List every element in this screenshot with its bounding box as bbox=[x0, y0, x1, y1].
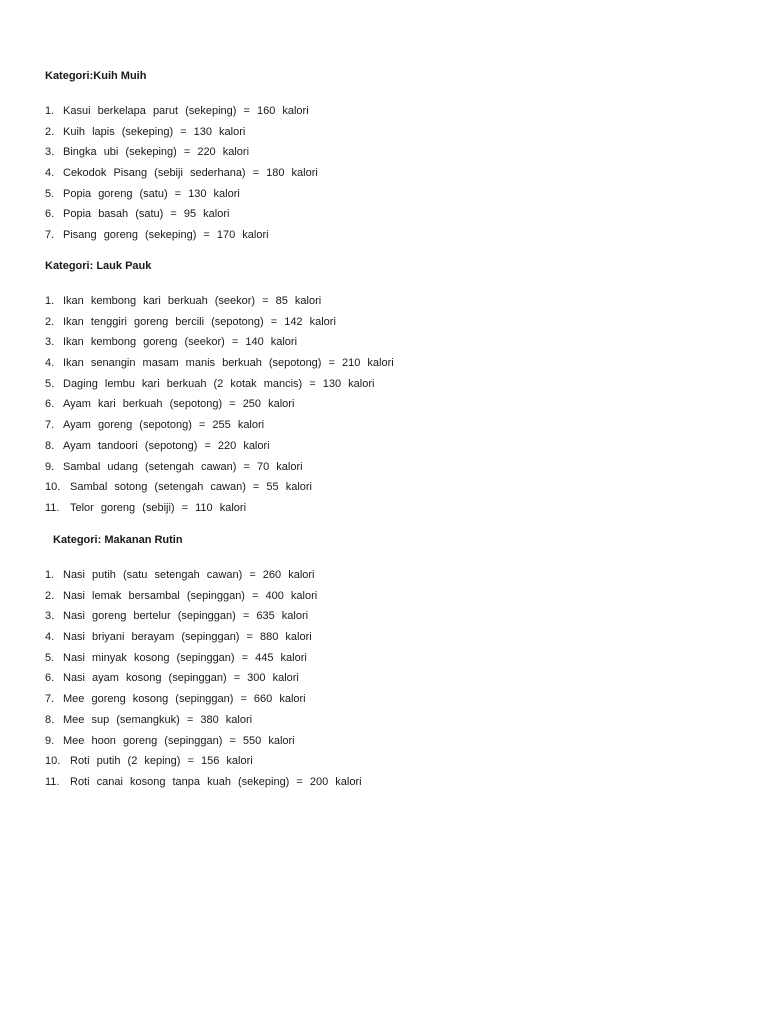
item-text: Sambal udang (setengah cawan) = 70 kalori bbox=[63, 460, 303, 473]
item-text: Mee sup (semangkuk) = 380 kalori bbox=[63, 713, 253, 726]
list-item bbox=[45, 145, 318, 166]
list-item bbox=[45, 480, 394, 501]
section-heading: Kategori:Kuih Muih bbox=[45, 70, 147, 82]
item-number: 6. bbox=[45, 672, 55, 685]
list-item bbox=[45, 315, 394, 336]
item-text: Mee hoon goreng (sepinggan) = 550 kalori bbox=[63, 734, 295, 747]
item-number: 3. bbox=[45, 336, 55, 349]
list-item bbox=[45, 356, 394, 377]
item-text: Kuih lapis (sekeping) = 130 kalori bbox=[63, 125, 246, 138]
item-number: 8. bbox=[45, 713, 55, 726]
item-number: 3. bbox=[45, 146, 55, 159]
item-number: 4. bbox=[45, 167, 55, 180]
item-text: Popia goreng (satu) = 130 kalori bbox=[63, 187, 240, 200]
item-number: 11. bbox=[45, 775, 60, 788]
item-number: 7. bbox=[45, 693, 55, 706]
item-text: Ikan kembong goreng (seekor) = 140 kalori bbox=[63, 336, 298, 349]
list-item bbox=[45, 187, 318, 208]
item-text: Nasi lemak bersambal (sepinggan) = 400 kalori bbox=[63, 589, 318, 602]
section-makanan-rutin bbox=[45, 533, 362, 796]
list-item bbox=[45, 125, 318, 146]
item-number: 1. bbox=[45, 295, 55, 307]
item-number: 1. bbox=[45, 105, 55, 117]
list-item bbox=[45, 501, 394, 522]
item-number: 6. bbox=[45, 208, 55, 221]
list-item bbox=[45, 734, 362, 755]
list-item bbox=[45, 692, 362, 713]
item-number: 10. bbox=[45, 481, 61, 494]
list-item bbox=[45, 609, 362, 630]
item-text: Popia basah (satu) = 95 kalori bbox=[63, 208, 230, 221]
calorie-list bbox=[45, 104, 318, 249]
item-text: Pisang goreng (sekeping) = 170 kalori bbox=[63, 229, 269, 242]
item-text: Ikan kembong kari berkuah (seekor) = 85 kalori bbox=[63, 295, 322, 307]
item-number: 10. bbox=[45, 755, 61, 768]
item-number: 9. bbox=[45, 734, 55, 747]
list-item bbox=[45, 207, 318, 228]
item-number: 5. bbox=[45, 651, 55, 664]
list-item bbox=[45, 713, 362, 734]
item-text: Kasui berkelapa parut (sekeping) = 160 kalori bbox=[63, 105, 309, 117]
item-text: Bingka ubi (sekeping) = 220 kalori bbox=[63, 146, 250, 159]
calorie-list bbox=[45, 568, 362, 796]
item-text: Mee goreng kosong (sepinggan) = 660 kalori bbox=[63, 693, 306, 706]
item-number: 5. bbox=[45, 187, 55, 200]
item-text: Nasi putih (satu setengah cawan) = 260 kalori bbox=[63, 569, 315, 581]
item-number: 4. bbox=[45, 357, 55, 370]
item-text: Telor goreng (sebiji) = 110 kalori bbox=[70, 501, 247, 514]
list-item bbox=[45, 589, 362, 610]
item-number: 11. bbox=[45, 501, 60, 514]
list-item bbox=[45, 294, 394, 315]
item-text: Ayam kari berkuah (sepotong) = 250 kalori bbox=[63, 398, 295, 411]
list-item bbox=[45, 671, 362, 692]
item-number: 2. bbox=[45, 125, 55, 138]
item-text: Nasi briyani berayam (sepinggan) = 880 kalori bbox=[63, 631, 312, 644]
item-number: 4. bbox=[45, 631, 55, 644]
list-item bbox=[45, 228, 318, 249]
item-text: Nasi goreng bertelur (sepinggan) = 635 kalori bbox=[63, 610, 309, 623]
section-kuih-muih bbox=[45, 69, 318, 249]
item-number: 5. bbox=[45, 377, 55, 390]
item-number: 2. bbox=[45, 589, 55, 602]
list-item bbox=[45, 754, 362, 775]
list-item bbox=[45, 439, 394, 460]
item-text: Nasi ayam kosong (sepinggan) = 300 kalori bbox=[63, 672, 299, 685]
item-number: 2. bbox=[45, 315, 55, 328]
item-text: Nasi minyak kosong (sepinggan) = 445 kalori bbox=[63, 651, 307, 664]
item-number: 9. bbox=[45, 460, 55, 473]
item-text: Cekodok Pisang (sebiji sederhana) = 180 kalori bbox=[63, 167, 318, 180]
list-item bbox=[45, 335, 394, 356]
list-item bbox=[45, 775, 362, 796]
item-text: Ayam goreng (sepotong) = 255 kalori bbox=[63, 419, 265, 432]
item-text: Ikan senangin masam manis berkuah (sepotong) = 210 kalori bbox=[63, 357, 394, 370]
calorie-list bbox=[45, 294, 394, 522]
item-number: 7. bbox=[45, 229, 55, 242]
list-item bbox=[45, 460, 394, 481]
section-lauk-pauk bbox=[45, 259, 394, 522]
list-item bbox=[45, 377, 394, 398]
list-item bbox=[45, 630, 362, 651]
list-item bbox=[45, 397, 394, 418]
list-item bbox=[45, 166, 318, 187]
item-text: Ayam tandoori (sepotong) = 220 kalori bbox=[63, 439, 270, 452]
item-text: Roti canai kosong tanpa kuah (sekeping) = 200 kalori bbox=[70, 775, 362, 788]
section-heading: Kategori: Makanan Rutin bbox=[53, 534, 183, 546]
section-heading: Kategori: Lauk Pauk bbox=[45, 260, 152, 272]
item-text: Roti putih (2 keping) = 156 kalori bbox=[70, 755, 253, 768]
item-text: Sambal sotong (setengah cawan) = 55 kalori bbox=[70, 481, 312, 494]
item-number: 7. bbox=[45, 419, 55, 432]
item-text: Daging lembu kari berkuah (2 kotak mancis) = 130 kalori bbox=[63, 377, 375, 390]
item-number: 8. bbox=[45, 439, 55, 452]
item-text: Ikan tenggiri goreng bercili (sepotong) = 142 kalori bbox=[63, 315, 336, 328]
list-item bbox=[45, 568, 362, 589]
item-number: 6. bbox=[45, 398, 55, 411]
item-number: 3. bbox=[45, 610, 55, 623]
list-item bbox=[45, 418, 394, 439]
item-number: 1. bbox=[45, 569, 55, 581]
list-item bbox=[45, 104, 318, 125]
list-item bbox=[45, 651, 362, 672]
